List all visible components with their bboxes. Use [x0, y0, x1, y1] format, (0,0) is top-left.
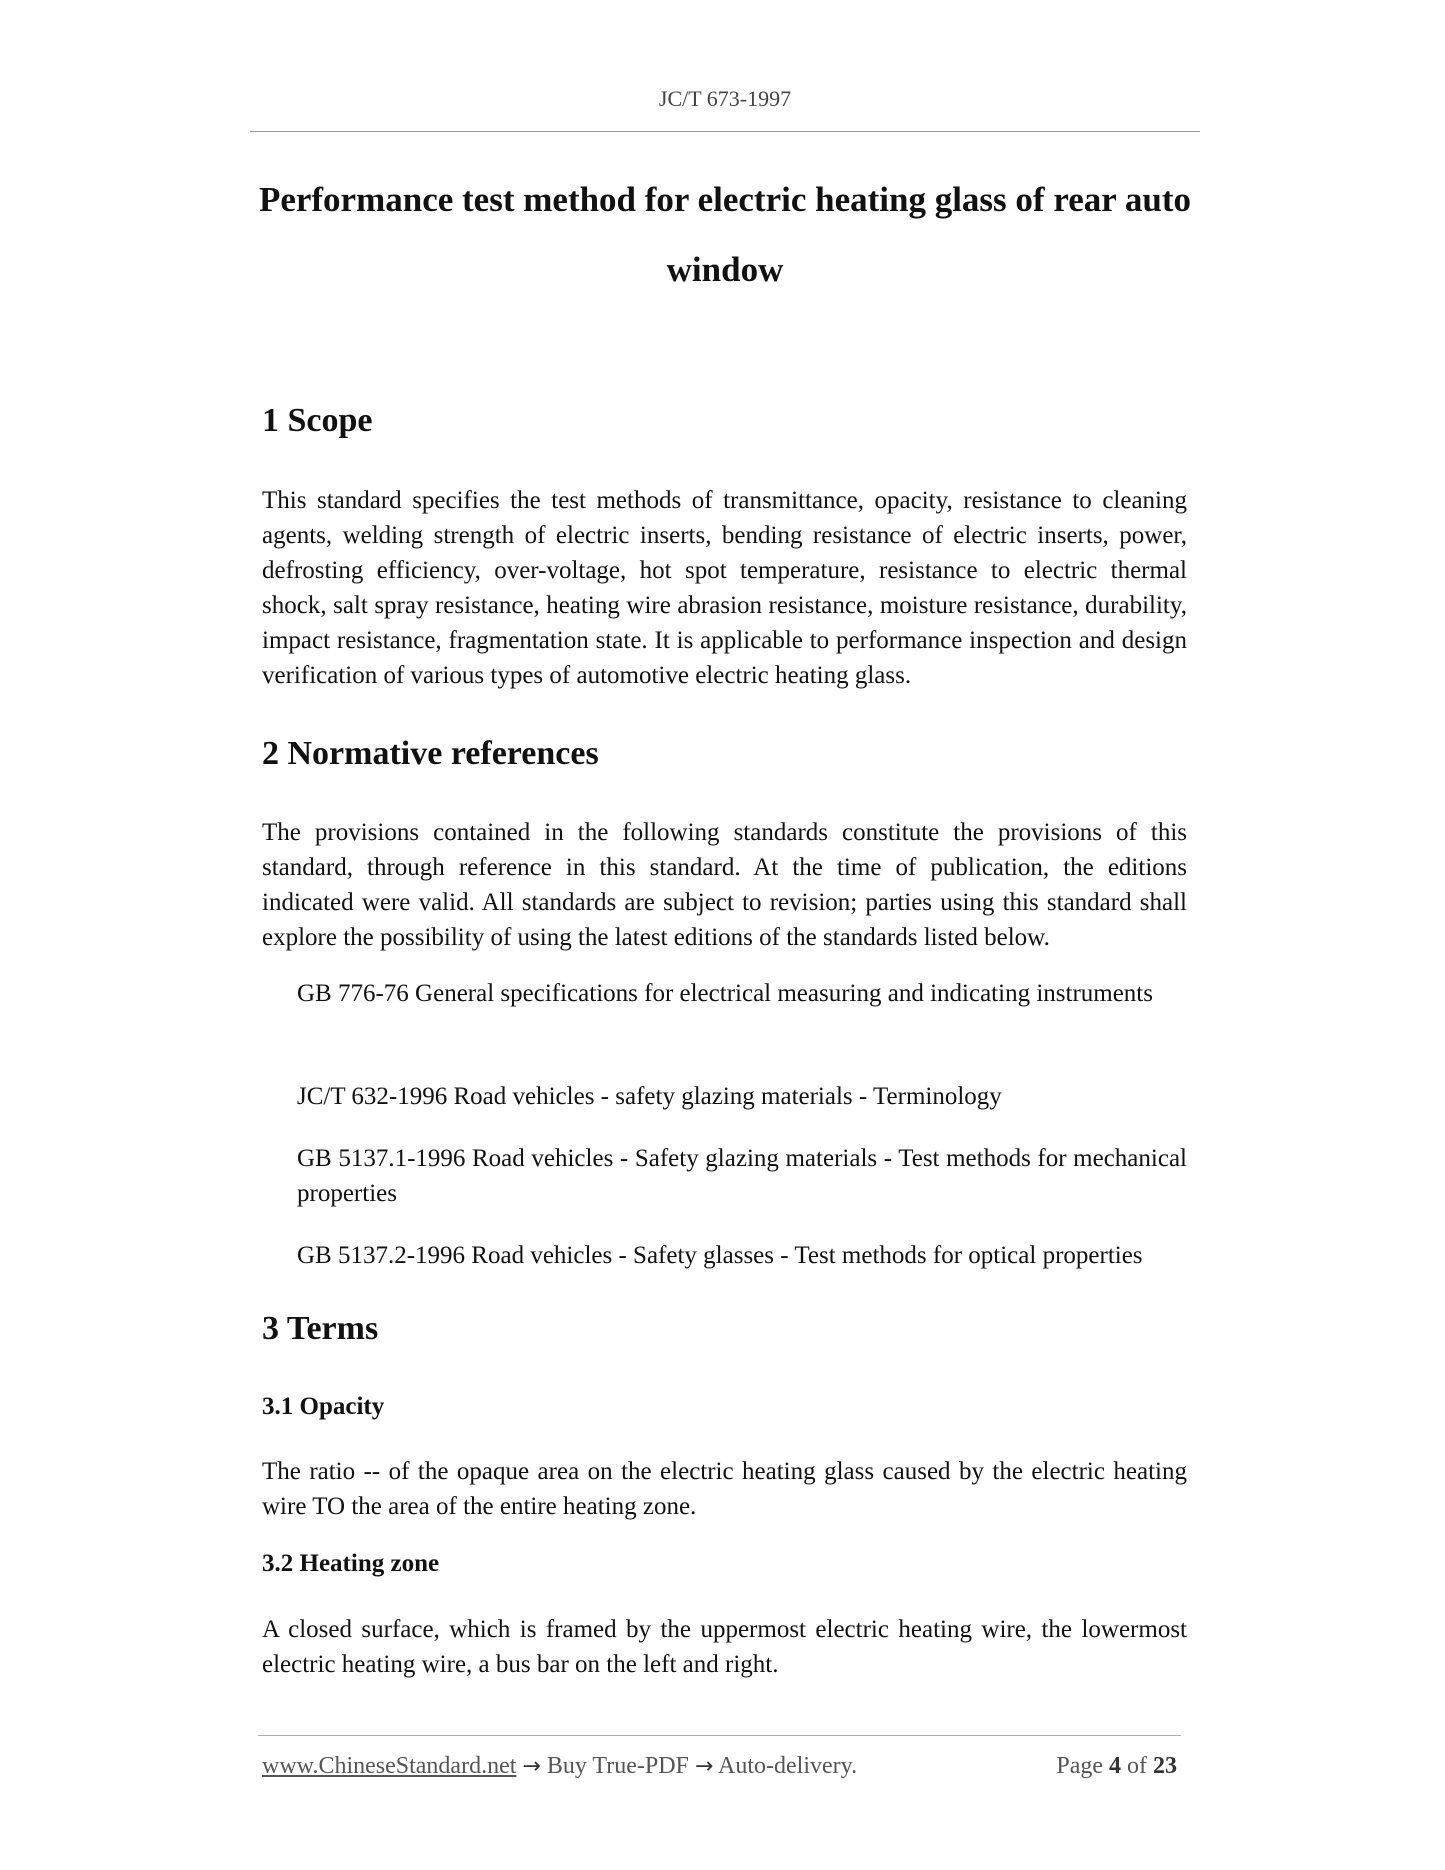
footer-divider	[258, 1735, 1181, 1736]
chinesestandard-link[interactable]: www.ChineseStandard.net	[262, 1753, 517, 1779]
reference-item-jct-632: JC/T 632-1996 Road vehicles - safety glazing materials - Terminology	[297, 1083, 1002, 1110]
heating-zone-definition: A closed surface, which is framed by the uppermost electric heating wire, the lowermost electric heating wire, a bus bar on the left and right.	[262, 1616, 1187, 1678]
scope-paragraph: This standard specifies the test methods of transmittance, opacity, resistance to cleaning agents, welding strength of electric inserts, bending resistance of electric inserts, power, defrosting efficiency, over-voltage, hot spot temperature, resistance to electric thermal shock, salt spray resistance, heating wire abrasion resistance, moisture resistance, durability, impact resistance, fragmentation state. It is applicable to performance inspection and design verification of various types of automotive electric heating glass.	[262, 487, 1187, 689]
document-title: Performance test method for electric heating glass of rear auto window	[258, 180, 1192, 289]
page-label: Page	[1056, 1753, 1103, 1779]
of-label: of	[1127, 1753, 1147, 1779]
opacity-definition: The ratio -- of the opaque area on the electric heating glass caused by the electric heating wire TO the area of the entire heating zone.	[262, 1458, 1187, 1520]
subsection-heading-opacity: 3.1 Opacity	[262, 1393, 385, 1420]
section-heading-normative-references: 2 Normative references	[262, 735, 599, 772]
header-divider	[250, 131, 1200, 132]
section-heading-terms: 3 Terms	[262, 1310, 379, 1347]
running-header-doc-number: JC/T 673-1997	[658, 86, 792, 111]
current-page-number: 4	[1109, 1753, 1121, 1779]
arrow-right-icon: →	[694, 1754, 714, 1779]
page-indicator	[1056, 1753, 1177, 1780]
footer-promo	[262, 1753, 857, 1780]
reference-item-gb-5137-2: GB 5137.2-1996 Road vehicles - Safety glasses - Test methods for optical properties	[297, 1242, 1143, 1269]
normative-references-paragraph: The provisions contained in the following standards constitute the provisions of this standard, through reference in this standard. At the time of publication, the editions indicated were valid. All standards are subject to revision; parties using this standard shall explore the possibility of using the latest editions of the standards listed below.	[262, 819, 1187, 951]
reference-item-gb-776: GB 776-76 General specifications for electrical measuring and indicating instruments	[297, 980, 1153, 1007]
subsection-heading-heating-zone: 3.2 Heating zone	[262, 1550, 440, 1577]
buy-true-pdf-text: Buy True-PDF	[546, 1753, 689, 1779]
reference-item-gb-5137-1: GB 5137.1-1996 Road vehicles - Safety glazing materials - Test methods for mechanical properties	[297, 1145, 1187, 1207]
total-page-count: 23	[1153, 1753, 1177, 1779]
arrow-right-icon: →	[522, 1754, 541, 1779]
section-heading-scope: 1 Scope	[262, 402, 373, 439]
auto-delivery-text: Auto-delivery.	[718, 1753, 858, 1779]
